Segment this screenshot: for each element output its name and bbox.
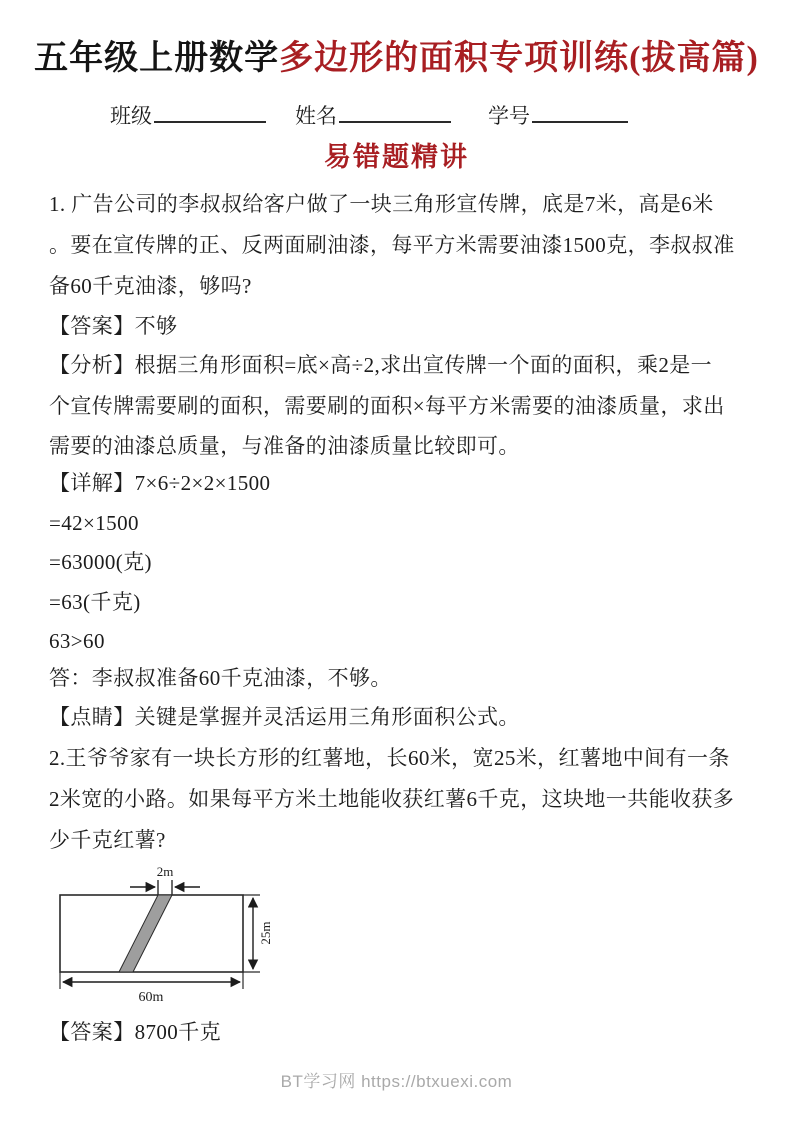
analysis-1-line-2: 个宣传牌需要刷的面积，需要刷的面积×每平方米需要的油漆质量，求出: [49, 394, 725, 418]
solution-1-step-3: =63000(克): [49, 550, 152, 574]
solution-1-compare: 63>60: [49, 629, 105, 653]
solution-1-step-1: 【详解】7×6÷2×2×1500: [49, 471, 271, 495]
analysis-1-line-3: 需要的油漆总质量，与准备的油漆质量比较即可。: [49, 434, 520, 458]
label-2m: 2m: [156, 864, 174, 879]
page-title-black-part: 五年级上册数学: [34, 40, 280, 77]
label-25m: 25m: [258, 921, 273, 945]
page-title: [0, 30, 793, 79]
question-1-line-3: 备60千克油漆，够吗?: [49, 274, 252, 298]
question-2-line-3: 少千克红薯?: [49, 828, 166, 852]
field-diagram: [40, 862, 285, 1012]
label-60m: 60m: [138, 990, 164, 1005]
student-id-field-label: 学号: [488, 104, 530, 128]
class-field: [110, 100, 266, 130]
solution-1-conclusion: 答：李叔叔准备60千克油漆，不够。: [49, 666, 392, 690]
name-field: [295, 100, 451, 130]
name-field-blank: [339, 102, 451, 123]
class-field-blank: [154, 102, 266, 123]
solution-1-step-2: =42×1500: [49, 511, 139, 535]
student-id-field-blank: [532, 102, 628, 123]
question-2-line-1: 2.王爷爷家有一块长方形的红薯地，长60米，宽25米，红薯地中间有一条: [49, 746, 730, 770]
name-field-label: 姓名: [295, 104, 337, 128]
question-2-figure: [40, 862, 285, 1012]
tip-1: 【点睛】关键是掌握并灵活运用三角形面积公式。: [49, 705, 520, 729]
section-heading: 易错题精讲: [324, 142, 469, 172]
solution-1-step-4: =63(千克): [49, 590, 141, 614]
question-1-line-1: 1. 广告公司的李叔叔给客户做了一块三角形宣传牌，底是7米，高是6米: [49, 192, 714, 216]
site-watermark: BT学习网 https://btxuexi.com: [280, 1072, 513, 1091]
analysis-1-line-1: 【分析】根据三角形面积=底×高÷2,求出宣传牌一个面的面积，乘2是一: [49, 353, 713, 377]
question-2-line-2: 2米宽的小路。如果每平方米土地能收获红薯6千克，这块地一共能收获多: [49, 787, 735, 811]
class-field-label: 班级: [110, 104, 152, 128]
answer-2: 【答案】8700千克: [49, 1020, 221, 1044]
student-id-field: [488, 100, 628, 130]
answer-1: 【答案】不够: [49, 314, 178, 338]
question-1-line-2: 。要在宣传牌的正、反两面刷油漆，每平方米需要油漆1500克，李叔叔准: [49, 233, 735, 257]
page-title-red-part: 多边形的面积专项训练(拔高篇): [279, 40, 759, 77]
